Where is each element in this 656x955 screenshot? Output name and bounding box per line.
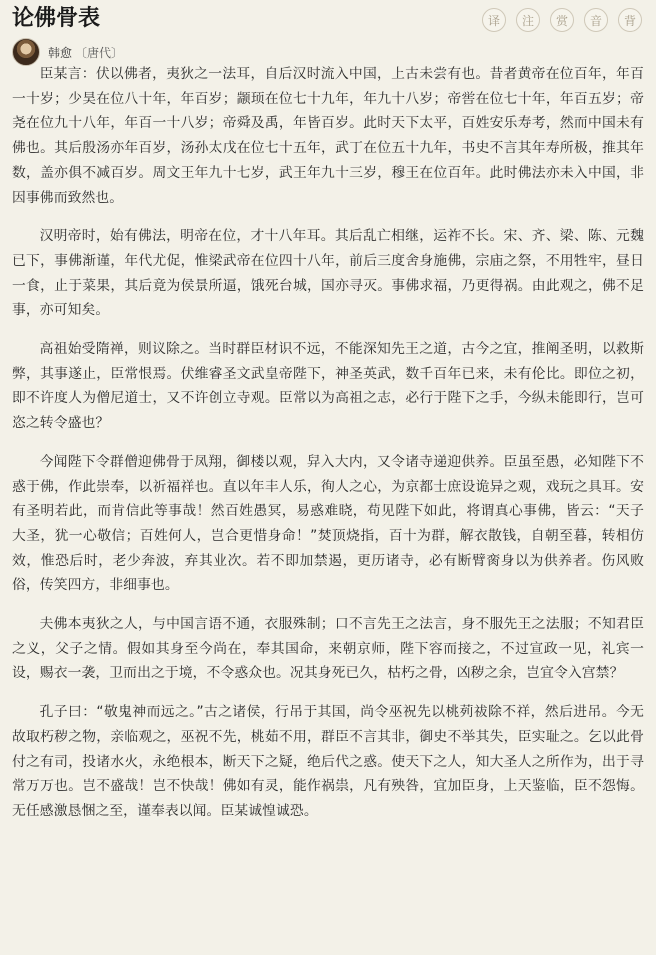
paragraph: 臣某言：伏以佛者，夷狄之一法耳，自后汉时流入中国，上古未尝有也。昔者黄帝在位百年，年百一十岁；少昊在位八十年，年百岁；颛顼在位七十九年，年九十八岁；帝喾在位七十年，年百五岁；帝尧在位九十八年，年百一十八岁；帝舜及禹，年皆百岁。此时天下太平，百姓安乐寿考，然而中国未有佛也。其后殷汤亦年百岁，汤孙太戊在位七十五年，武丁在位五十九年，书史不言其年寿所极，推其年数，盖亦俱不减百岁。周文王年九十七岁，武王年九十三岁，穆王在位百年。此时佛法亦未入中国，非因事佛而致然也。 xyxy=(12,66,644,206)
paragraph: 高祖始受隋禅，则议除之。当时群臣材识不远，不能深知先王之道，古今之宜，推阐圣明，以救斯弊，其事遂止，臣常恨焉。伏维睿圣文武皇帝陛下，神圣英武，数千百年已来，未有伦比。即位之初，即不许度人为僧尼道士，又不许创立寺观。臣常以为高祖之志，必行于陛下之手，今纵未能即行，岂可恣之转令盛也？ xyxy=(12,341,644,432)
toolbar xyxy=(482,8,642,32)
paragraph: 孔子曰：“敬鬼神而远之。”古之诸侯，行吊于其国，尚令巫祝先以桃茢祓除不祥，然后进吊。今无故取朽秽之物，亲临观之，巫祝不先，桃茹不用，群臣不言其非，御史不举其失，臣实耻之。乞以此骨付之有司，投诸水火，永绝根本，断天下之疑，绝后代之惑。使天下之人，知大圣人之所作为，出于寻常万万也。岂不盛哉！岂不快哉！佛如有灵，能作祸祟，凡有殃咎，宜加臣身，上天鉴临，臣不怨悔。无任感激恳悃之至，谨奉表以闻。臣某诚惶诚恐。 xyxy=(12,704,644,819)
page-title: 论佛骨表 xyxy=(12,6,101,31)
paragraph: 汉明帝时，始有佛法，明帝在位，才十八年耳。其后乱亡相继，运祚不长。宋、齐、梁、陈、元魏已下，事佛渐谨，年代尤促，惟梁武帝在位四十八年，前后三度舍身施佛，宗庙之祭，不用牲牢，昼日一食，止于菜果，其后竟为侯景所逼，饿死台城，国亦寻灭。事佛求福，乃更得祸。由此观之，佛不足事，亦可知矣。 xyxy=(12,228,644,319)
translate-button[interactable]: 译 xyxy=(482,8,506,32)
appreciate-button[interactable]: 赏 xyxy=(550,8,574,32)
audio-button[interactable]: 音 xyxy=(584,8,608,32)
recite-button[interactable]: 背 xyxy=(618,8,642,32)
paragraph: 夫佛本夷狄之人，与中国言语不通，衣服殊制；口不言先王之法言，身不服先王之法服；不知君臣之义，父子之情。假如其身至今尚在，奉其国命，来朝京师，陛下容而接之，不过宣政一见，礼宾一设，赐衣一袭，卫而出之于境，不令惑众也。况其身死已久，枯朽之骨，凶秽之余，岂宜令入宫禁？ xyxy=(12,616,644,682)
paragraph: 今闻陛下令群僧迎佛骨于凤翔，御楼以观，舁入大内，又令诸寺递迎供养。臣虽至愚，必知陛下不惑于佛，作此崇奉，以祈福祥也。直以年丰人乐，徇人之心，为京都士庶设诡异之观，戏玩之具耳。安有圣明若此，而肯信此等事哉！然百姓愚冥，易惑难晓，苟见陛下如此，将谓真心事佛，皆云：“天子大圣，犹一心敬信；百姓何人，岂合更惜身命！”焚顶烧指，百十为群，解衣散钱，自朝至暮，转相仿效，惟恐后时，老少奔波，弃其业次。若不即加禁遏，更历诸寺，必有断臂脔身以为供养者。伤风败俗，传笑四方，非细事也。 xyxy=(12,453,644,594)
article-body xyxy=(12,62,644,838)
author-dynasty: 〔唐代〕 xyxy=(75,45,124,60)
author-name-link[interactable]: 韩愈 xyxy=(48,45,73,60)
annotate-button[interactable]: 注 xyxy=(516,8,540,32)
